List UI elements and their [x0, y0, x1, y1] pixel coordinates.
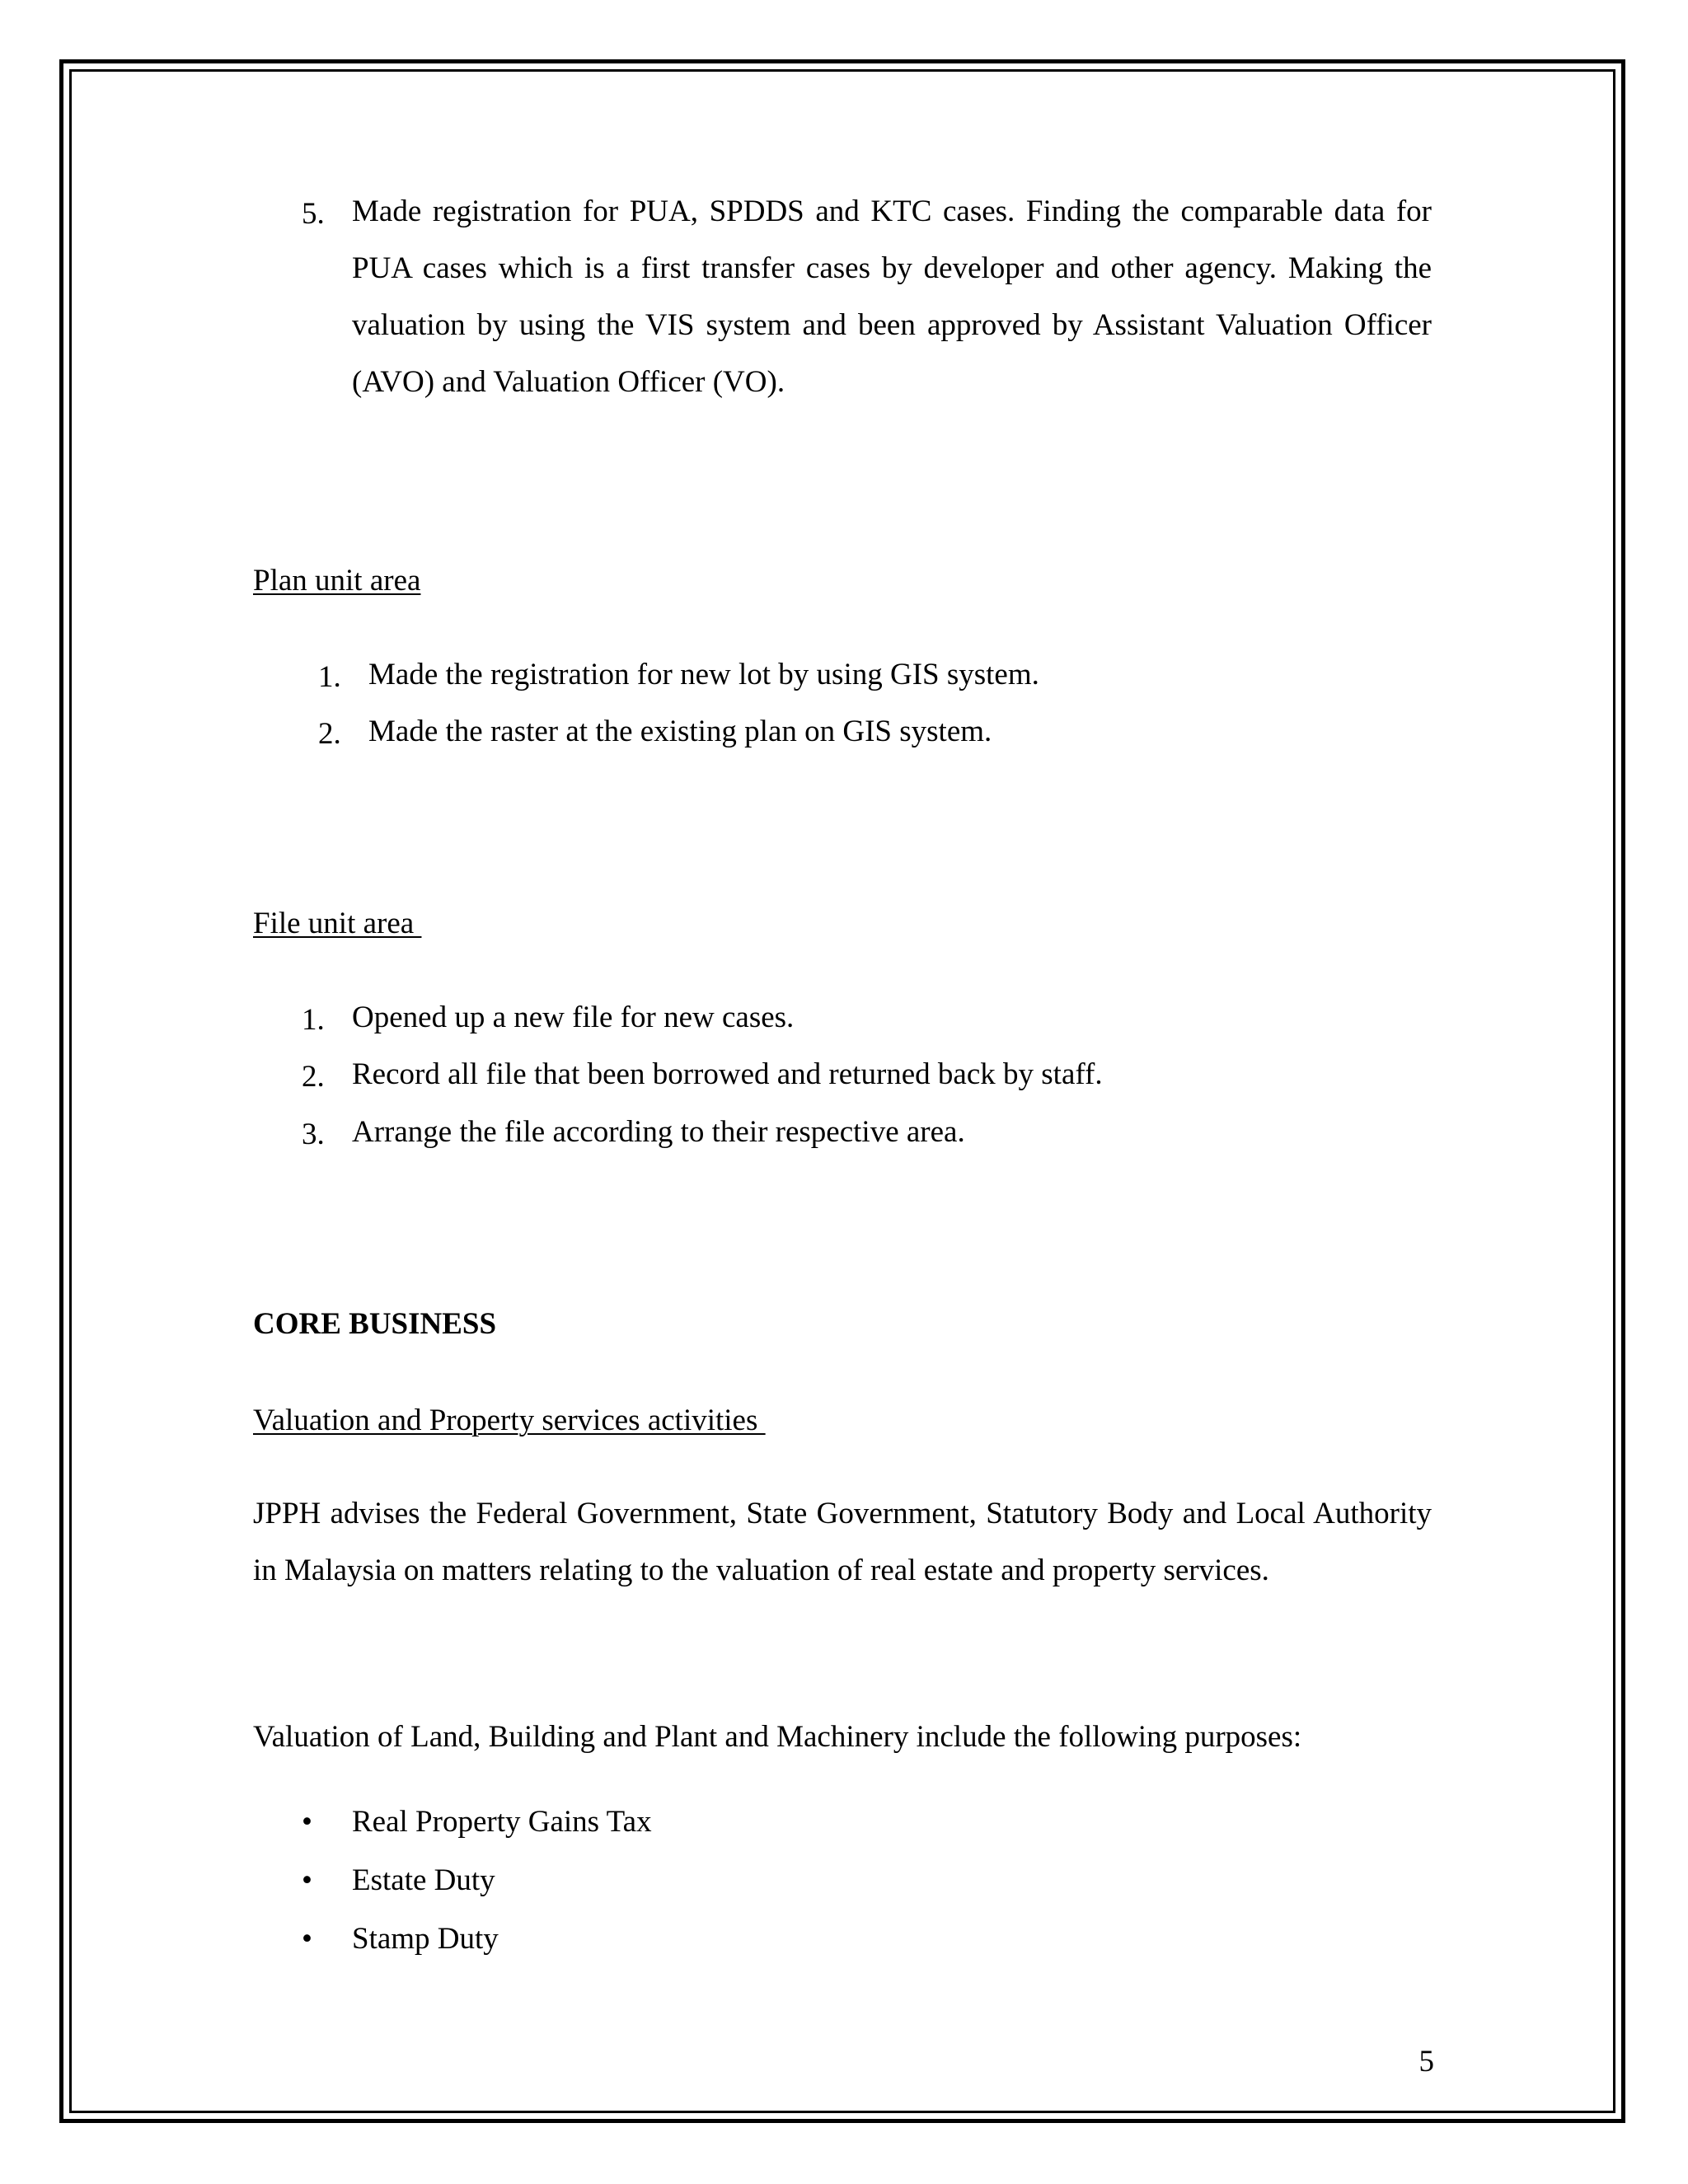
list-marker: 2.: [318, 717, 341, 751]
section-heading-plan-unit: Plan unit area: [253, 564, 421, 598]
page-number: 5: [1418, 2045, 1434, 2079]
list-marker: 5.: [302, 197, 325, 231]
list-item-text: Made registration for PUA, SPDDS and KTC cases. Finding the comparable data for PUA cases which is a first transfer cases by developer and other agency. Making the valuation by using the VIS system and been approved by Assistant Valuation Officer (AVO) and Valuation Officer (VO).: [352, 194, 1432, 399]
list-marker: 2.: [302, 1060, 325, 1094]
bullet-item-text: Real Property Gains Tax: [352, 1805, 652, 1839]
list-marker: 1.: [302, 1003, 325, 1037]
list-item-text: Made the raster at the existing plan on GIS system.: [368, 715, 992, 748]
bullet-icon: •: [302, 1863, 312, 1897]
bullet-item-text: Stamp Duty: [352, 1922, 499, 1956]
list-marker: 1.: [318, 660, 341, 694]
paragraph-valuation-purposes: Valuation of Land, Building and Plant and Machinery include the following purposes:: [253, 1720, 1302, 1754]
bullet-item-text: Estate Duty: [352, 1863, 495, 1897]
list-item-text: Opened up a new file for new cases.: [352, 1001, 795, 1034]
subheading-valuation-services: Valuation and Property services activities: [253, 1404, 766, 1437]
paragraph-jpph-advises: JPPH advises the Federal Government, State Government, Statutory Body and Local Authority in Malaysia on matters relating to the valuation of real estate and property services.: [253, 1497, 1432, 1587]
bullet-icon: •: [302, 1922, 312, 1956]
section-heading-file-unit: File unit area: [253, 907, 422, 940]
list-marker: 3.: [302, 1118, 325, 1151]
section-heading-core-business: CORE BUSINESS: [253, 1307, 497, 1341]
list-item-text: Arrange the file according to their respective area.: [352, 1115, 965, 1149]
bullet-icon: •: [302, 1805, 312, 1839]
list-item-text: Record all file that been borrowed and returned back by staff.: [352, 1057, 1103, 1091]
list-item-text: Made the registration for new lot by using GIS system.: [368, 658, 1039, 691]
